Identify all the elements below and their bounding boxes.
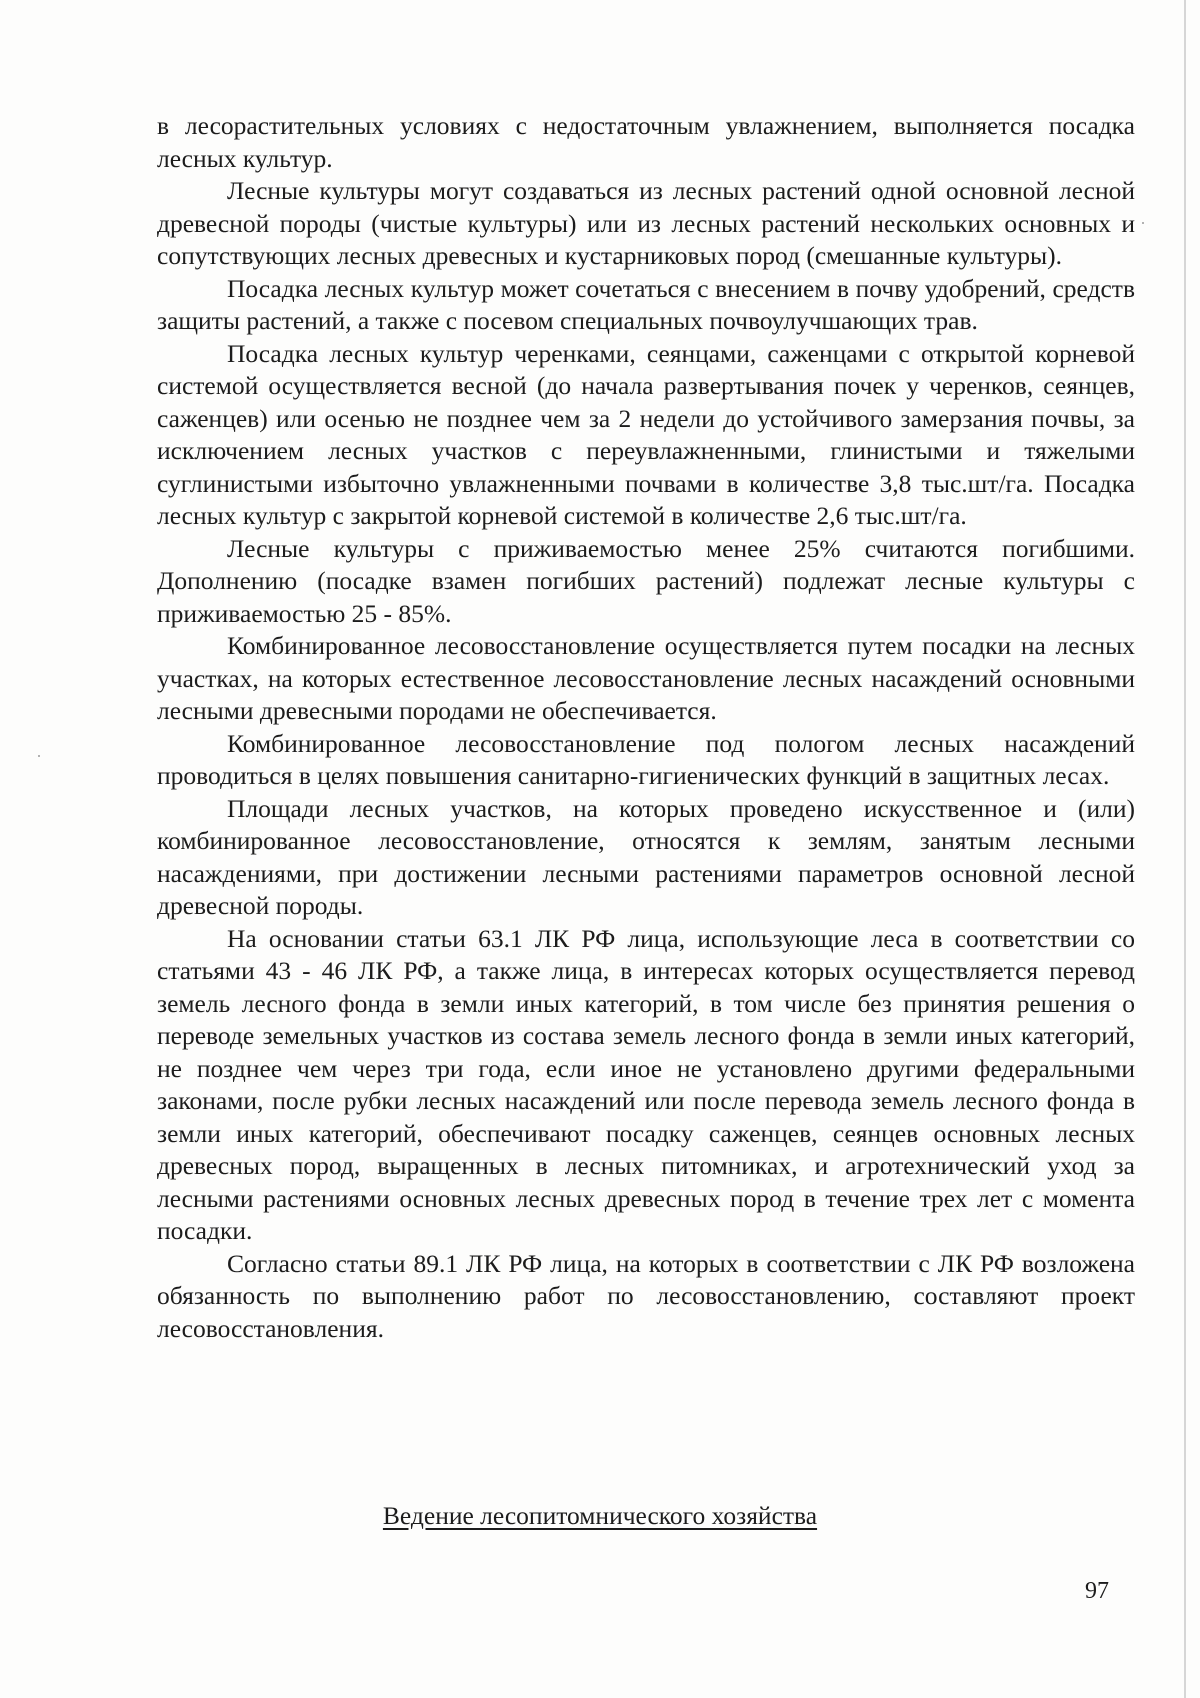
section-heading bbox=[0, 1500, 1200, 1532]
scan-speck bbox=[38, 755, 40, 757]
paragraph-planting-seasons: Посадка лесных культур черенками, сеянцами, саженцами с открытой корневой системой осуществляется весной (до начала развертывания почек у черенков, сеянцев, саженцев) или осенью не позднее чем за 2 недели до устойчивого замерзания почвы, за исключением лесных участков с переувлажненными, глинистыми и тяжелыми суглинистыми избыточно увлажненными почвами в количестве 3,8 тыс.шт/га. Посадка лесных культур с закрытой корневой системой в количестве 2,6 тыс.шт/га. bbox=[157, 338, 1135, 530]
scan-speck bbox=[1142, 222, 1144, 224]
body-text bbox=[157, 110, 1135, 1345]
paragraph-article-89-1: Согласно статьи 89.1 ЛК РФ лица, на которых в соответствии с ЛК РФ возложена обязанность по выполнению работ по лесовосстановлению, составляют проект лесовосстановления. bbox=[157, 1248, 1135, 1343]
paragraph-planting-fertilizers: Посадка лесных культур может сочетаться с внесением в почву удобрений, средств защиты растений, а также с посевом специальных почвоулучшающих трав. bbox=[157, 273, 1135, 335]
paragraph-combined-reforestation: Комбинированное лесовосстановление осуществляется путем посадки на лесных участках, на которых естественное лесовосстановление лесных насаждений основными лесными древесными породами не обеспечивается. bbox=[157, 631, 1135, 725]
paragraph-survival-rate: Лесные культуры с приживаемостью менее 25% считаются погибшими. Дополнению (посадке взамен погибших растений) подлежат лесные культуры с приживаемостью 25 - 85%. bbox=[157, 533, 1135, 628]
page-number: 97 bbox=[1085, 1578, 1109, 1604]
scan-edge-line bbox=[1184, 0, 1186, 1698]
paragraph-land-classification: Площади лесных участков, на которых проведено искусственное и (или) комбинированное лесовосстановление, относятся к землям, занятым лесными насаждениями, при достижении лесными растениями параметров основной лесной древесной породы. bbox=[157, 793, 1135, 920]
paragraph-continuation: в лесорастительных условиях с недостаточным увлажнением, выполняется посадка лесных культур. bbox=[157, 111, 1135, 173]
section-heading-text: Ведение лесопитомнического хозяйства bbox=[382, 1501, 818, 1530]
paragraph-combined-under-canopy: Комбинированное лесовосстановление под пологом лесных насаждений проводиться в целях повышения санитарно-гигиенических функций в защитных лесах. bbox=[157, 728, 1135, 790]
paragraph-article-63-1: На основании статьи 63.1 ЛК РФ лица, использующие леса в соответствии со статьями 43 - 46 ЛК РФ, а также лица, в интересах которых осуществляется перевод земель лесного фонда в земли иных категорий, в том числе без принятия решения о переводе земельных участков из состава земель лесного фонда в земли иных категорий, не позднее чем через три года, если иное не установлено другими федеральными законами, после рубки лесных насаждений или после перевода земель лесного фонда в земли иных категорий, обеспечивают посадку саженцев, сеянцев основных лесных древесных пород, выращенных в лесных питомниках, и агротехнический уход за лесными растениями основных лесных древесных пород в течение трех лет с момента посадки. bbox=[157, 923, 1135, 1245]
paragraph-forest-crops-composition: Лесные культуры могут создаваться из лесных растений одной основной лесной древесной породы (чистые культуры) или из лесных растений нескольких основных и сопутствующих лесных древесных и кустарниковых пород (смешанные культуры). bbox=[157, 176, 1135, 270]
